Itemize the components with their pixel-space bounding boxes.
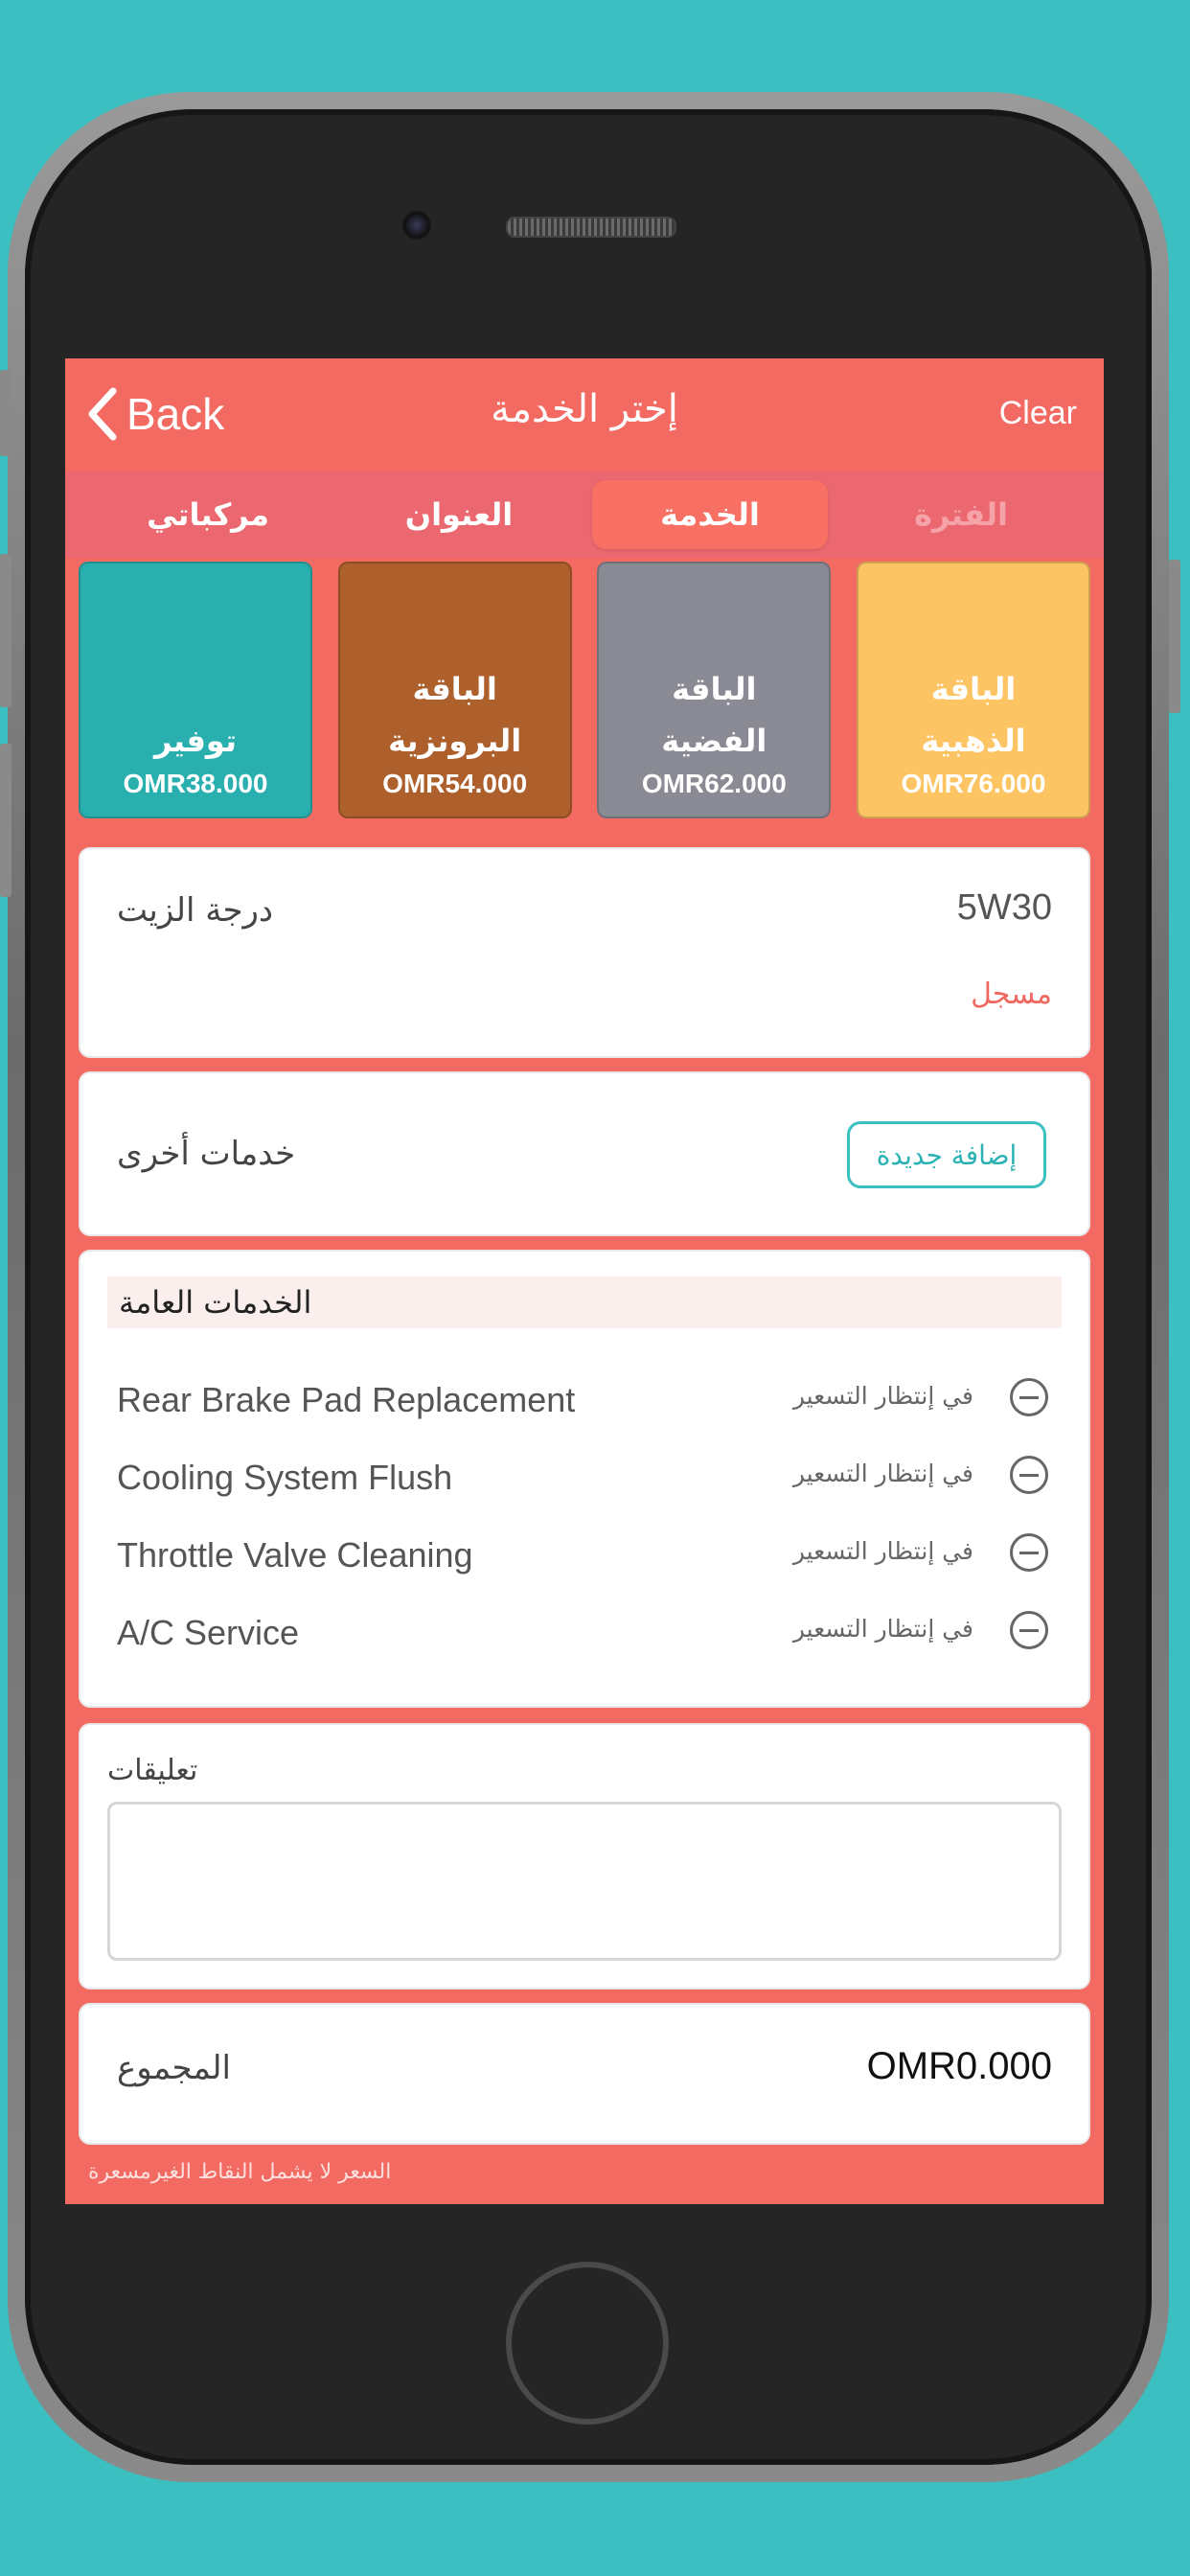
oil-grade-value: 5W30 [956,887,1052,928]
list-item [117,1526,1069,1583]
package-name: الباقة الذهبية [921,671,1026,759]
side-button [1169,560,1180,713]
package-price: OMR38.000 [123,769,268,798]
comments-label: تعليقات [107,1754,198,1787]
side-button [0,554,11,707]
remove-circle-icon[interactable] [1010,1378,1048,1416]
service-status: في إنتظار التسعير [792,1537,973,1565]
package-name: توفير [154,723,237,759]
back-label: Back [126,389,225,439]
list-item [117,1448,1069,1506]
general-services-card [79,1250,1090,1708]
side-button [0,370,11,456]
side-button [0,744,11,897]
home-button[interactable] [506,2262,669,2425]
page-title: إختر الخدمة [491,387,678,431]
package-name: الباقة البرونزية [388,671,522,759]
tab-period[interactable]: الفترة [914,496,1008,533]
package-list [79,562,1090,820]
service-status: في إنتظار التسعير [792,1460,973,1487]
package-price: OMR62.000 [641,769,787,798]
speaker-grille [506,217,676,238]
tab-address[interactable]: العنوان [404,496,514,533]
package-price: OMR76.000 [901,769,1046,798]
service-status: في إنتظار التسعير [792,1382,973,1410]
remove-circle-icon[interactable] [1010,1456,1048,1494]
service-name: Cooling System Flush [117,1458,453,1497]
comments-input[interactable] [107,1802,1062,1961]
total-value: OMR0.000 [866,2045,1052,2087]
list-item [117,1370,1069,1428]
total-card [79,2003,1090,2145]
oil-grade-label: درجة الزيت [117,891,274,930]
section-heading: الخدمات العامة [107,1276,1062,1328]
package-gold-card[interactable] [857,562,1090,818]
package-silver-card[interactable] [597,562,831,818]
comments-card [79,1723,1090,1990]
remove-circle-icon[interactable] [1010,1533,1048,1572]
tab-my-vehicles[interactable]: مركباتي [147,496,269,533]
step-tabs [65,472,1104,558]
top-bar [65,358,1104,472]
package-bronze-card[interactable] [338,562,572,818]
other-services-label: خدمات أخرى [117,1135,296,1173]
tab-service[interactable]: الخدمة [592,480,828,549]
other-services-card [79,1071,1090,1236]
clear-button[interactable]: Clear [998,395,1077,431]
oil-grade-card[interactable] [79,847,1090,1058]
camera-icon [402,211,431,240]
oil-grade-status: مسجل [971,978,1052,1011]
service-name: A/C Service [117,1613,300,1652]
price-footnote: السعر لا يشمل النقاط الغيرمسعرة [88,2160,392,2184]
service-status: في إنتظار التسعير [792,1615,973,1643]
package-saver-card[interactable] [79,562,312,818]
app-screen [65,358,1104,2204]
service-name: Throttle Valve Cleaning [117,1535,473,1575]
package-name: الباقة الفضية [661,671,767,759]
total-label: المجموع [117,2049,231,2087]
service-name: Rear Brake Pad Replacement [117,1380,576,1419]
package-price: OMR54.000 [382,769,528,798]
remove-circle-icon[interactable] [1010,1611,1048,1649]
add-new-button[interactable]: إضافة جديدة [847,1121,1046,1188]
list-item [117,1603,1069,1661]
